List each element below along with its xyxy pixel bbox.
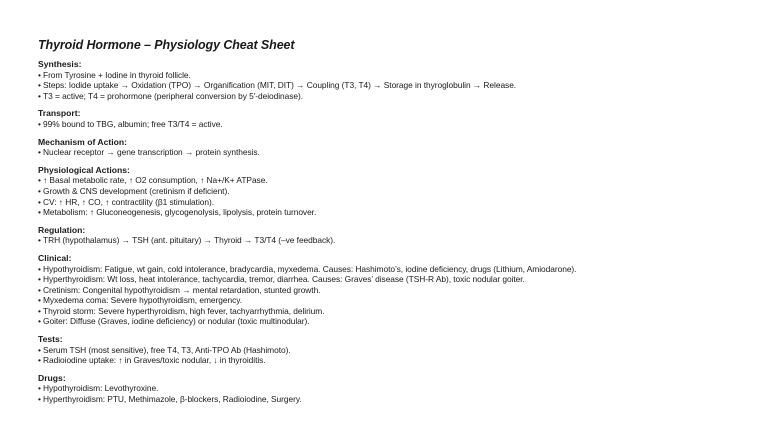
bullet-icon: • <box>38 185 41 196</box>
section <box>38 165 768 218</box>
sections-container <box>38 59 768 405</box>
bullet-icon: • <box>38 394 41 405</box>
list-item-text: Hypothyroidism: Fatigue, wt gain, cold intolerance, bradycardia, myxedema. Causes: Hashimoto’s, iodine deficiency, drugs (Lithium, Amiodarone). <box>43 263 577 274</box>
bullet-list <box>38 70 768 102</box>
bullet-list <box>38 345 768 366</box>
list-item <box>38 91 768 102</box>
list-item <box>38 355 768 366</box>
section-heading: Drugs: <box>38 372 66 383</box>
list-item-text: T3 = active; T4 = prohormone (peripheral conversion by 5′-deiodinase). <box>43 90 304 101</box>
bullet-list <box>38 235 768 246</box>
section-heading: Mechanism of Action: <box>38 136 127 147</box>
list-item-text: TRH (hypothalamus) → TSH (ant. pituitary) → Thyroid → T3/T4 (–ve feedback). <box>43 235 336 246</box>
bullet-icon: • <box>38 305 41 316</box>
bullet-icon: • <box>38 207 41 218</box>
list-item <box>38 316 768 327</box>
section-heading: Transport: <box>38 108 81 119</box>
list-item-text: 99% bound to TBG, albumin; free T3/T4 = active. <box>43 118 223 129</box>
list-item-text: Radioiodine uptake: ↑ in Graves/toxic nodular, ↓ in thyroiditis. <box>43 355 266 366</box>
list-item <box>38 147 768 158</box>
section <box>38 225 768 246</box>
list-item <box>38 285 768 296</box>
list-item-text: CV: ↑ HR, ↑ CO, ↑ contractility (β1 stimulation). <box>43 196 214 207</box>
section-heading: Regulation: <box>38 224 86 235</box>
page-title: Thyroid Hormone – Physiology Cheat Sheet <box>38 38 295 52</box>
bullet-icon: • <box>38 175 41 186</box>
list-item <box>38 175 768 186</box>
list-item-text: Hyperthyroidism: PTU, Methimazole, β-blockers, Radioiodine, Surgery. <box>43 394 302 405</box>
section <box>38 137 768 158</box>
section-heading: Clinical: <box>38 252 72 263</box>
section <box>38 253 768 327</box>
bullet-list <box>38 175 768 217</box>
bullet-icon: • <box>38 316 41 327</box>
bullet-list <box>38 264 768 328</box>
list-item <box>38 197 768 208</box>
list-item <box>38 345 768 356</box>
list-item-text: Cretinism: Congenital hypothyroidism → mental retardation, stunted growth. <box>43 284 321 295</box>
list-item-text: Serum TSH (most sensitive), free T4, T3, Anti-TPO Ab (Hashimoto). <box>43 344 291 355</box>
list-item-text: Thyroid storm: Severe hyperthyroidism, high fever, tachyarrhythmia, delirium. <box>43 305 325 316</box>
list-item <box>38 274 768 285</box>
list-item-text: Steps: Iodide uptake → Oxidation (TPO) → Organification (MIT, DIT) → Coupling (T3, T4) → Storage in thyroglobulin → Release. <box>43 80 517 91</box>
list-item-text: ↑ Basal metabolic rate, ↑ O2 consumption, ↑ Na+/K+ ATPase. <box>43 175 268 186</box>
bullet-icon: • <box>38 235 41 246</box>
section-heading: Tests: <box>38 334 63 345</box>
list-item-text: Metabolism: ↑ Gluconeogenesis, glycogenolysis, lipolysis, protein turnover. <box>43 207 317 218</box>
bullet-icon: • <box>38 147 41 158</box>
list-item <box>38 264 768 275</box>
bullet-icon: • <box>38 90 41 101</box>
bullet-list <box>38 147 768 158</box>
bullet-list <box>38 119 768 130</box>
section-heading: Synthesis: <box>38 59 82 69</box>
bullet-icon: • <box>38 118 41 129</box>
list-item-text: Growth & CNS development (cretinism if deficient). <box>43 185 230 196</box>
list-item <box>38 295 768 306</box>
list-item-text: Nuclear receptor → gene transcription → protein synthesis. <box>43 147 260 158</box>
cheat-sheet <box>38 38 768 412</box>
bullet-icon: • <box>38 196 41 207</box>
list-item-text: Goiter: Diffuse (Graves, iodine deficiency) or nodular (toxic multinodular). <box>43 316 310 327</box>
list-item-text: Myxedema coma: Severe hypothyroidism, emergency. <box>43 295 242 306</box>
list-item <box>38 80 768 91</box>
bullet-icon: • <box>38 274 41 285</box>
bullet-icon: • <box>38 383 41 394</box>
section-heading: Physiological Actions: <box>38 164 130 175</box>
list-item <box>38 119 768 130</box>
bullet-icon: • <box>38 69 41 80</box>
section <box>38 108 768 129</box>
list-item <box>38 394 768 405</box>
bullet-list <box>38 383 768 404</box>
list-item <box>38 235 768 246</box>
section <box>38 373 768 405</box>
list-item <box>38 186 768 197</box>
bullet-icon: • <box>38 80 41 91</box>
list-item-text: Hyperthyroidism: Wt loss, heat intolerance, tachycardia, tremor, diarrhea. Causes: Graves’ disease (TSH-R Ab), toxic nodular goiter. <box>43 274 525 285</box>
list-item <box>38 207 768 218</box>
section <box>38 334 768 366</box>
list-item <box>38 306 768 317</box>
bullet-icon: • <box>38 284 41 295</box>
list-item-text: Hypothyroidism: Levothyroxine. <box>43 383 159 394</box>
section <box>38 59 768 101</box>
list-item <box>38 70 768 81</box>
bullet-icon: • <box>38 295 41 306</box>
list-item <box>38 383 768 394</box>
list-item-text: From Tyrosine + Iodine in thyroid follicle. <box>43 69 191 80</box>
bullet-icon: • <box>38 355 41 366</box>
bullet-icon: • <box>38 263 41 274</box>
bullet-icon: • <box>38 344 41 355</box>
